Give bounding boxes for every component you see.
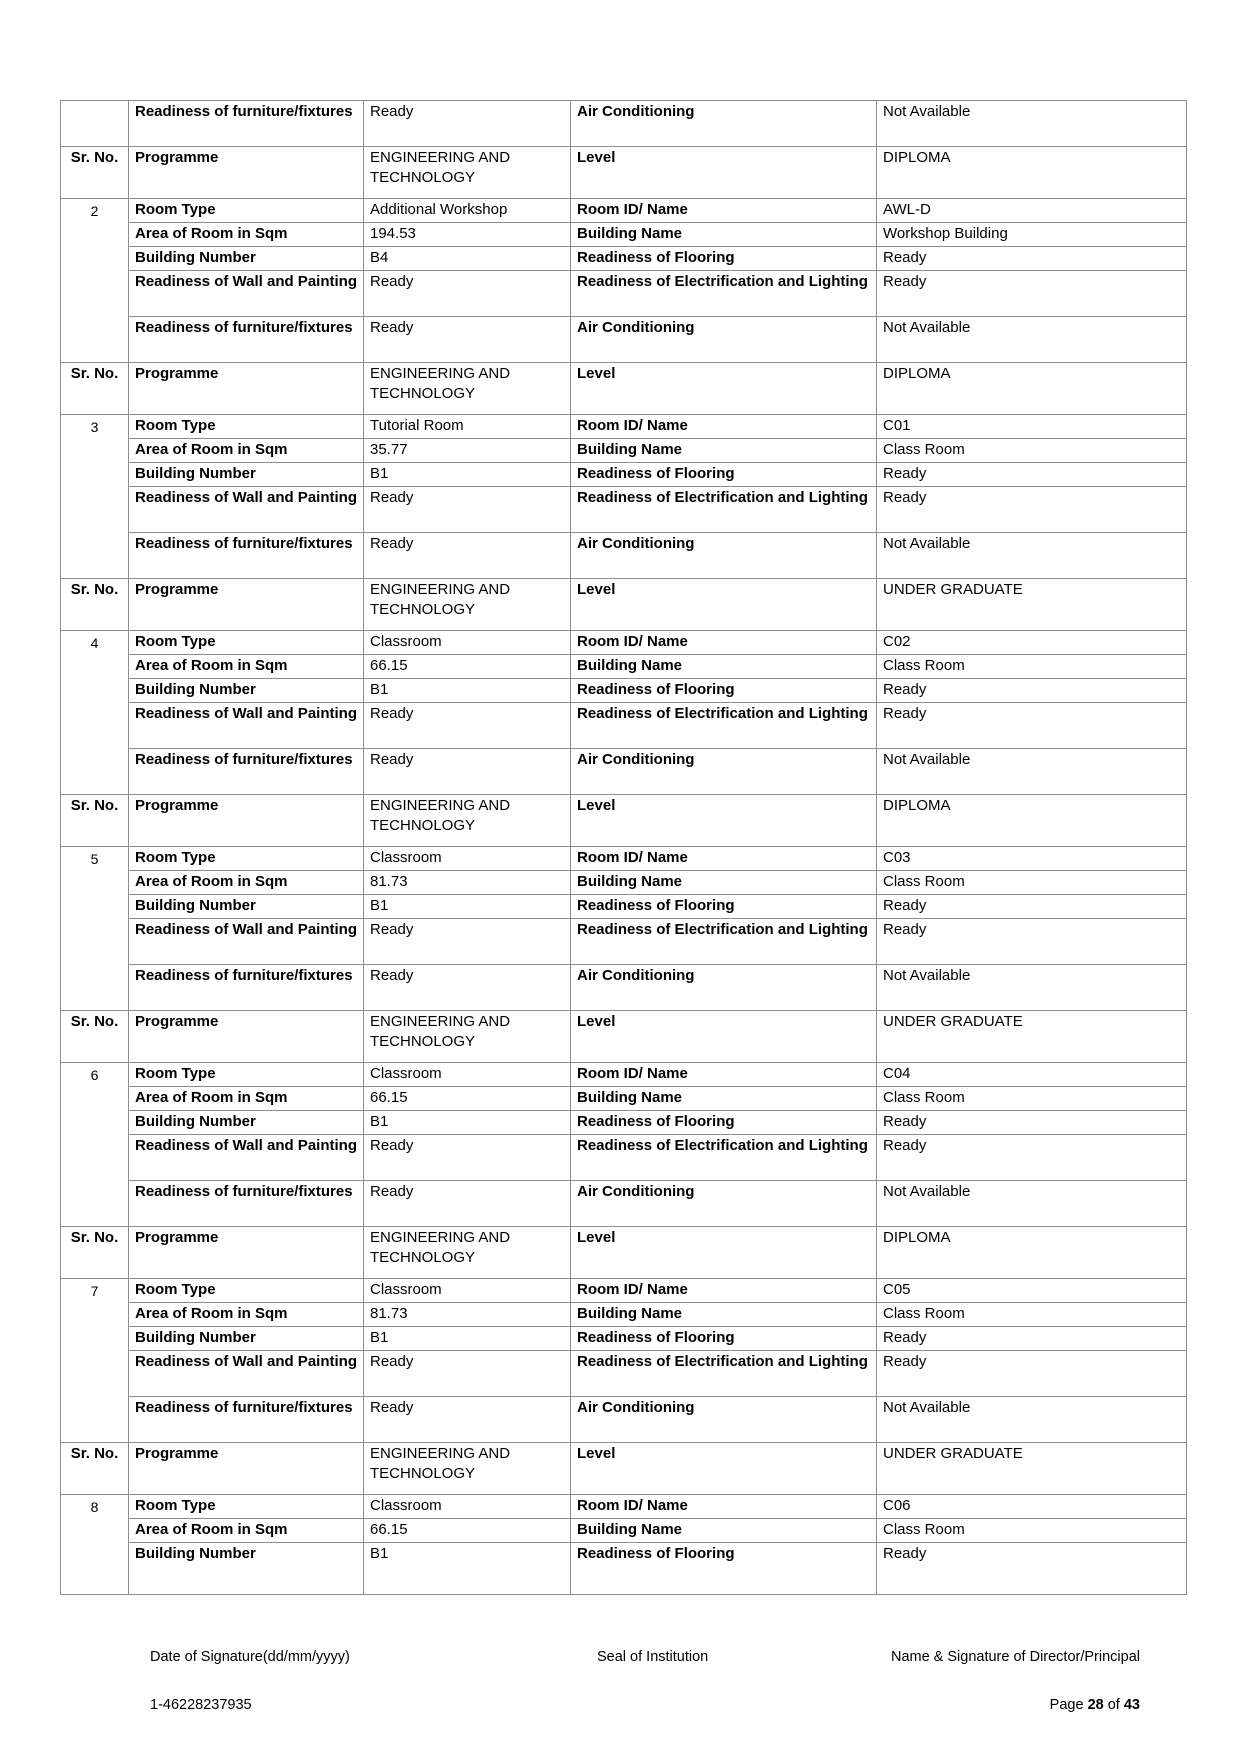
field-label: Readiness of furniture/fixtures [129,317,364,363]
field-value: Classroom [364,631,571,655]
area-row [61,1303,1187,1327]
field-label: Room ID/ Name [571,1495,877,1519]
page-total: 43 [1123,1697,1140,1713]
field-label: Readiness of Electrification and Lighting [571,919,877,965]
field-label: Readiness of Electrification and Lighting [571,703,877,749]
field-label: Air Conditioning [571,317,877,363]
field-value: Ready [364,487,571,533]
level-value: DIPLOMA [877,795,1187,847]
field-label: Building Name [571,655,877,679]
programme-value: ENGINEERING AND TECHNOLOGY [364,363,571,415]
sr-no-header: Sr. No. [61,795,129,847]
wall-painting-row [61,1135,1187,1181]
field-label: Room ID/ Name [571,631,877,655]
building-number-row [61,895,1187,919]
field-label: Air Conditioning [571,749,877,795]
field-label: Building Number [129,1327,364,1351]
field-value: Ready [877,1135,1187,1181]
room-type-row [61,1063,1187,1087]
field-label: Building Name [571,1519,877,1543]
field-value-ac: Not Available [877,101,1187,147]
field-label: Readiness of Wall and Painting [129,1135,364,1181]
furniture-row [61,533,1187,579]
field-label: Readiness of Wall and Painting [129,1351,364,1397]
field-value: C03 [877,847,1187,871]
field-value: Ready [877,1351,1187,1397]
room-type-row [61,631,1187,655]
field-value: Not Available [877,1181,1187,1227]
field-label: Building Name [571,1303,877,1327]
building-number-row [61,679,1187,703]
field-value: Ready [364,317,571,363]
level-label: Level [571,579,877,631]
sr-number-empty [61,101,129,147]
field-value: Ready [877,1111,1187,1135]
field-value: Classroom [364,1063,571,1087]
sr-no-header: Sr. No. [61,579,129,631]
field-label: Readiness of furniture/fixtures [129,1181,364,1227]
field-value: Not Available [877,965,1187,1011]
level-label: Level [571,147,877,199]
room-type-row [61,1279,1187,1303]
room-type-row [61,415,1187,439]
field-value: Class Room [877,1519,1187,1543]
field-value: Ready [877,703,1187,749]
area-row [61,655,1187,679]
level-value: DIPLOMA [877,363,1187,415]
field-label: Readiness of Electrification and Lighting [571,1351,877,1397]
sr-no-header: Sr. No. [61,1443,129,1495]
field-value: Ready [877,1543,1187,1595]
field-label: Air Conditioning [571,533,877,579]
field-label: Air Conditioning [571,1181,877,1227]
field-value: Workshop Building [877,223,1187,247]
sr-number: 6 [61,1063,129,1227]
continuation-row [61,101,1187,147]
field-label: Readiness of Electrification and Lighting [571,1135,877,1181]
field-label: Air Conditioning [571,965,877,1011]
field-label: Readiness of Flooring [571,679,877,703]
area-row [61,1519,1187,1543]
field-value: 81.73 [364,1303,571,1327]
wall-painting-row [61,1351,1187,1397]
page-current: 28 [1087,1697,1104,1713]
programme-value: ENGINEERING AND TECHNOLOGY [364,579,571,631]
date-of-signature-label: Date of Signature(dd/mm/yyyy) [150,1649,350,1665]
programme-value: ENGINEERING AND TECHNOLOGY [364,1227,571,1279]
field-value: 66.15 [364,1519,571,1543]
programme-value: ENGINEERING AND TECHNOLOGY [364,1011,571,1063]
field-value: Class Room [877,1303,1187,1327]
field-value: Class Room [877,439,1187,463]
field-label: Building Number [129,1543,364,1595]
field-value: Ready [364,1397,571,1443]
field-label: Building Name [571,871,877,895]
field-value: Ready [364,749,571,795]
field-value: Ready [877,919,1187,965]
field-value: C06 [877,1495,1187,1519]
field-value: B1 [364,463,571,487]
field-label: Readiness of Flooring [571,247,877,271]
programme-header-row [61,579,1187,631]
seal-of-institution-label: Seal of Institution [597,1649,709,1665]
sr-number: 3 [61,415,129,579]
building-number-row [61,1111,1187,1135]
area-row [61,223,1187,247]
furniture-row [61,1397,1187,1443]
programme-value: ENGINEERING AND TECHNOLOGY [364,795,571,847]
programme-label: Programme [129,363,364,415]
field-value: Ready [877,463,1187,487]
field-label: Area of Room in Sqm [129,439,364,463]
programme-header-row [61,147,1187,199]
field-label-furniture: Readiness of furniture/fixtures [129,101,364,147]
rooms-table-body [61,101,1187,1595]
field-label-ac: Air Conditioning [571,101,877,147]
field-value: Class Room [877,871,1187,895]
field-label: Building Number [129,247,364,271]
field-label: Readiness of Electrification and Lighting [571,271,877,317]
furniture-row [61,749,1187,795]
field-value: Tutorial Room [364,415,571,439]
level-value: UNDER GRADUATE [877,1443,1187,1495]
field-value: 66.15 [364,655,571,679]
field-label: Readiness of Flooring [571,1543,877,1595]
wall-painting-row [61,703,1187,749]
wall-painting-row [61,487,1187,533]
field-label: Readiness of Wall and Painting [129,487,364,533]
field-label: Room ID/ Name [571,199,877,223]
field-label: Room Type [129,415,364,439]
level-value: DIPLOMA [877,147,1187,199]
field-value: Ready [877,895,1187,919]
field-label: Building Name [571,439,877,463]
sr-no-header: Sr. No. [61,1227,129,1279]
programme-value: ENGINEERING AND TECHNOLOGY [364,147,571,199]
field-label: Readiness of Flooring [571,1111,877,1135]
field-label: Room ID/ Name [571,1063,877,1087]
field-label: Building Number [129,1111,364,1135]
field-value: Class Room [877,1087,1187,1111]
level-value: DIPLOMA [877,1227,1187,1279]
building-number-row [61,247,1187,271]
field-value: 66.15 [364,1087,571,1111]
field-value-furniture: Ready [364,101,571,147]
field-label: Room ID/ Name [571,1279,877,1303]
level-label: Level [571,1227,877,1279]
field-label: Area of Room in Sqm [129,1519,364,1543]
field-label: Room Type [129,1063,364,1087]
field-label: Readiness of furniture/fixtures [129,1397,364,1443]
field-label: Room Type [129,847,364,871]
sr-no-header: Sr. No. [61,147,129,199]
level-value: UNDER GRADUATE [877,1011,1187,1063]
field-value: C05 [877,1279,1187,1303]
field-label: Readiness of furniture/fixtures [129,965,364,1011]
sr-no-header: Sr. No. [61,363,129,415]
programme-header-row [61,1227,1187,1279]
field-value: Classroom [364,1495,571,1519]
field-label: Area of Room in Sqm [129,871,364,895]
room-type-row [61,847,1187,871]
field-value: Ready [364,1351,571,1397]
field-value: B1 [364,1543,571,1595]
sr-number: 4 [61,631,129,795]
programme-header-row [61,795,1187,847]
field-label: Building Number [129,679,364,703]
rooms-readiness-table [60,100,1187,1595]
field-label: Building Number [129,463,364,487]
field-label: Readiness of Flooring [571,1327,877,1351]
field-value: Ready [877,1327,1187,1351]
field-label: Readiness of furniture/fixtures [129,749,364,795]
page-indicator [1050,1696,1140,1714]
field-value: B4 [364,247,571,271]
field-value: 81.73 [364,871,571,895]
programme-label: Programme [129,1227,364,1279]
field-value: Not Available [877,1397,1187,1443]
programme-label: Programme [129,147,364,199]
room-type-row [61,1495,1187,1519]
area-row [61,439,1187,463]
sr-number: 8 [61,1495,129,1595]
field-label: Air Conditioning [571,1397,877,1443]
field-label: Room ID/ Name [571,847,877,871]
field-label: Room Type [129,1279,364,1303]
field-label: Readiness of furniture/fixtures [129,533,364,579]
sr-number: 7 [61,1279,129,1443]
level-value: UNDER GRADUATE [877,579,1187,631]
application-id: 1-46228237935 [150,1697,252,1713]
field-label: Room Type [129,1495,364,1519]
field-label: Room Type [129,631,364,655]
programme-header-row [61,1443,1187,1495]
building-number-row [61,463,1187,487]
field-value: Ready [364,919,571,965]
room-type-row [61,199,1187,223]
wall-painting-row [61,919,1187,965]
programme-label: Programme [129,579,364,631]
building-number-row [61,1327,1187,1351]
field-value: Ready [877,487,1187,533]
field-value: Not Available [877,317,1187,363]
field-value: Ready [877,271,1187,317]
field-value: Ready [364,965,571,1011]
field-value: Ready [364,1135,571,1181]
field-value: C04 [877,1063,1187,1087]
field-value: Ready [364,703,571,749]
programme-header-row [61,1011,1187,1063]
sr-number: 5 [61,847,129,1011]
field-value: Ready [364,533,571,579]
field-value: C01 [877,415,1187,439]
field-value: Not Available [877,749,1187,795]
field-value: 194.53 [364,223,571,247]
programme-header-row [61,363,1187,415]
sr-no-header: Sr. No. [61,1011,129,1063]
field-label: Readiness of Wall and Painting [129,919,364,965]
field-label: Area of Room in Sqm [129,223,364,247]
furniture-row [61,965,1187,1011]
field-value: Classroom [364,847,571,871]
area-row [61,1087,1187,1111]
furniture-row [61,1181,1187,1227]
field-label: Readiness of Wall and Painting [129,271,364,317]
field-value: Not Available [877,533,1187,579]
level-label: Level [571,363,877,415]
programme-label: Programme [129,1443,364,1495]
field-label: Building Name [571,223,877,247]
field-value: Ready [877,679,1187,703]
programme-label: Programme [129,795,364,847]
field-label: Area of Room in Sqm [129,1303,364,1327]
field-value: Ready [877,247,1187,271]
field-label: Room Type [129,199,364,223]
page-word: Page [1049,1697,1084,1713]
field-label: Building Number [129,895,364,919]
field-value: B1 [364,1327,571,1351]
field-value: B1 [364,1111,571,1135]
sr-number: 2 [61,199,129,363]
programme-value: ENGINEERING AND TECHNOLOGY [364,1443,571,1495]
field-value: 35.77 [364,439,571,463]
field-value: Classroom [364,1279,571,1303]
field-value: Class Room [877,655,1187,679]
level-label: Level [571,1011,877,1063]
field-value: B1 [364,895,571,919]
field-value: AWL-D [877,199,1187,223]
programme-label: Programme [129,1011,364,1063]
level-label: Level [571,795,877,847]
field-value: Additional Workshop [364,199,571,223]
field-label: Readiness of Flooring [571,463,877,487]
field-value: Ready [364,1181,571,1227]
building-number-row [61,1543,1187,1595]
wall-painting-row [61,271,1187,317]
field-value: Ready [364,271,571,317]
director-signature-label: Name & Signature of Director/Principal [890,1649,1140,1665]
of-word: of [1107,1697,1120,1713]
field-value: C02 [877,631,1187,655]
field-label: Readiness of Flooring [571,895,877,919]
field-value: B1 [364,679,571,703]
field-label: Readiness of Wall and Painting [129,703,364,749]
field-label: Area of Room in Sqm [129,1087,364,1111]
field-label: Building Name [571,1087,877,1111]
field-label: Readiness of Electrification and Lighting [571,487,877,533]
field-label: Room ID/ Name [571,415,877,439]
level-label: Level [571,1443,877,1495]
field-label: Area of Room in Sqm [129,655,364,679]
furniture-row [61,317,1187,363]
area-row [61,871,1187,895]
